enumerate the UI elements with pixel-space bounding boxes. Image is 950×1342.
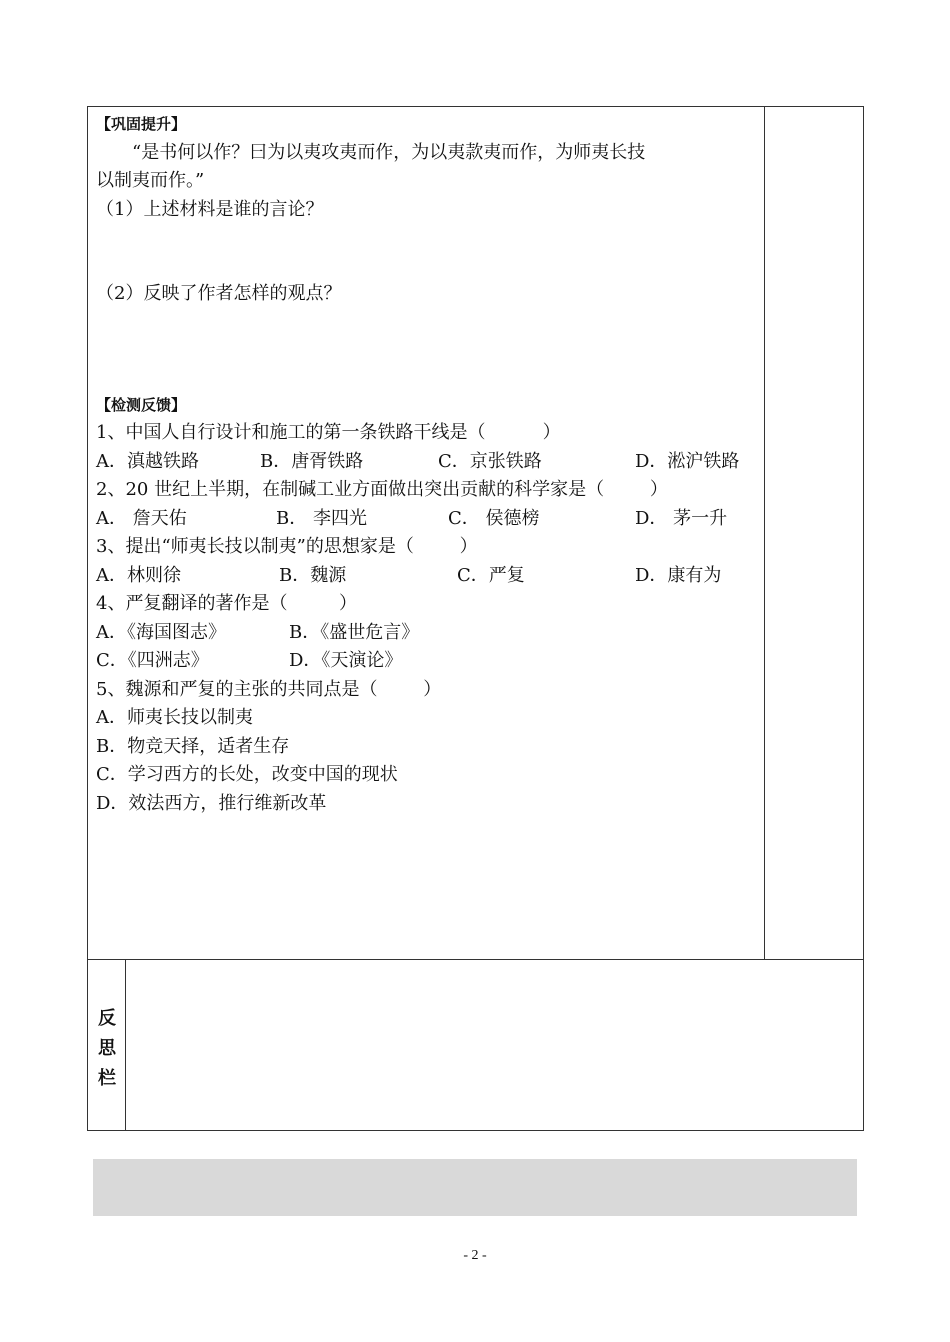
quote-line-1: “是书何以作？曰为以夷攻夷而作，为以夷款夷而作，为师夷长技 xyxy=(132,141,646,163)
consolidate-heading: 【巩固提升】 xyxy=(96,115,187,133)
mcq-options xyxy=(96,562,761,591)
page-number: - 2 - xyxy=(463,1248,487,1263)
option: C．《四洲志》 xyxy=(96,650,209,671)
mcq-stem: 4、严复翻译的著作是（ ） xyxy=(96,593,357,614)
main-content xyxy=(96,110,761,818)
option: B．《盛世危言》 xyxy=(289,621,420,643)
mcq-options xyxy=(96,505,761,534)
option: D． 茅一升 xyxy=(635,507,728,529)
mcq-options xyxy=(96,647,761,676)
option: B．物竞天择，适者生存 xyxy=(96,735,290,757)
option: C．严复 xyxy=(457,564,525,586)
option: A． 詹天佑 xyxy=(96,507,187,529)
option: A．师夷长技以制夷 xyxy=(96,707,253,728)
notes-column-divider xyxy=(764,106,765,960)
reflection-label-divider xyxy=(125,959,126,1131)
quote-line-2: 以制夷而作。” xyxy=(96,170,205,191)
option: A．林则徐 xyxy=(96,564,181,586)
option: D．《天演论》 xyxy=(289,650,403,671)
mcq-options xyxy=(96,448,761,477)
reflection-label xyxy=(96,1004,118,1094)
option: C．京张铁路 xyxy=(438,450,542,472)
option: B．魏源 xyxy=(279,564,347,586)
footer-gray-band xyxy=(93,1159,857,1216)
question-1: （1）上述材料是谁的言论？ xyxy=(96,198,324,220)
option: C． 侯德榜 xyxy=(448,507,540,529)
mcq-stem: 3、提出“师夷长技以制夷”的思想家是（ ） xyxy=(96,536,478,557)
reflection-row-divider xyxy=(87,959,864,960)
option: C．学习西方的长处，改变中国的现状 xyxy=(96,764,398,785)
option: D．效法西方，推行维新改革 xyxy=(96,792,327,814)
reflection-char: 反 xyxy=(98,1008,116,1029)
option: B．唐胥铁路 xyxy=(260,450,364,472)
option: A．滇越铁路 xyxy=(96,450,199,472)
option: D．淞沪铁路 xyxy=(635,450,740,472)
mcq-stem: 1、中国人自行设计和施工的第一条铁路干线是（ ） xyxy=(96,422,561,443)
feedback-heading: 【检测反馈】 xyxy=(96,395,187,414)
mcq-stem: 2、20 世纪上半期，在制碱工业方面做出突出贡献的科学家是（ ） xyxy=(96,479,668,500)
reflection-char: 思 xyxy=(98,1038,116,1059)
mcq-stem: 5、魏源和严复的主张的共同点是（ ） xyxy=(96,678,442,700)
mcq-options xyxy=(96,619,761,648)
option: D．康有为 xyxy=(635,564,722,586)
option: A．《海国图志》 xyxy=(96,621,226,643)
question-2: （2）反映了作者怎样的观点？ xyxy=(96,283,342,304)
option: B． 李四光 xyxy=(276,507,367,529)
reflection-char: 栏 xyxy=(98,1068,116,1089)
